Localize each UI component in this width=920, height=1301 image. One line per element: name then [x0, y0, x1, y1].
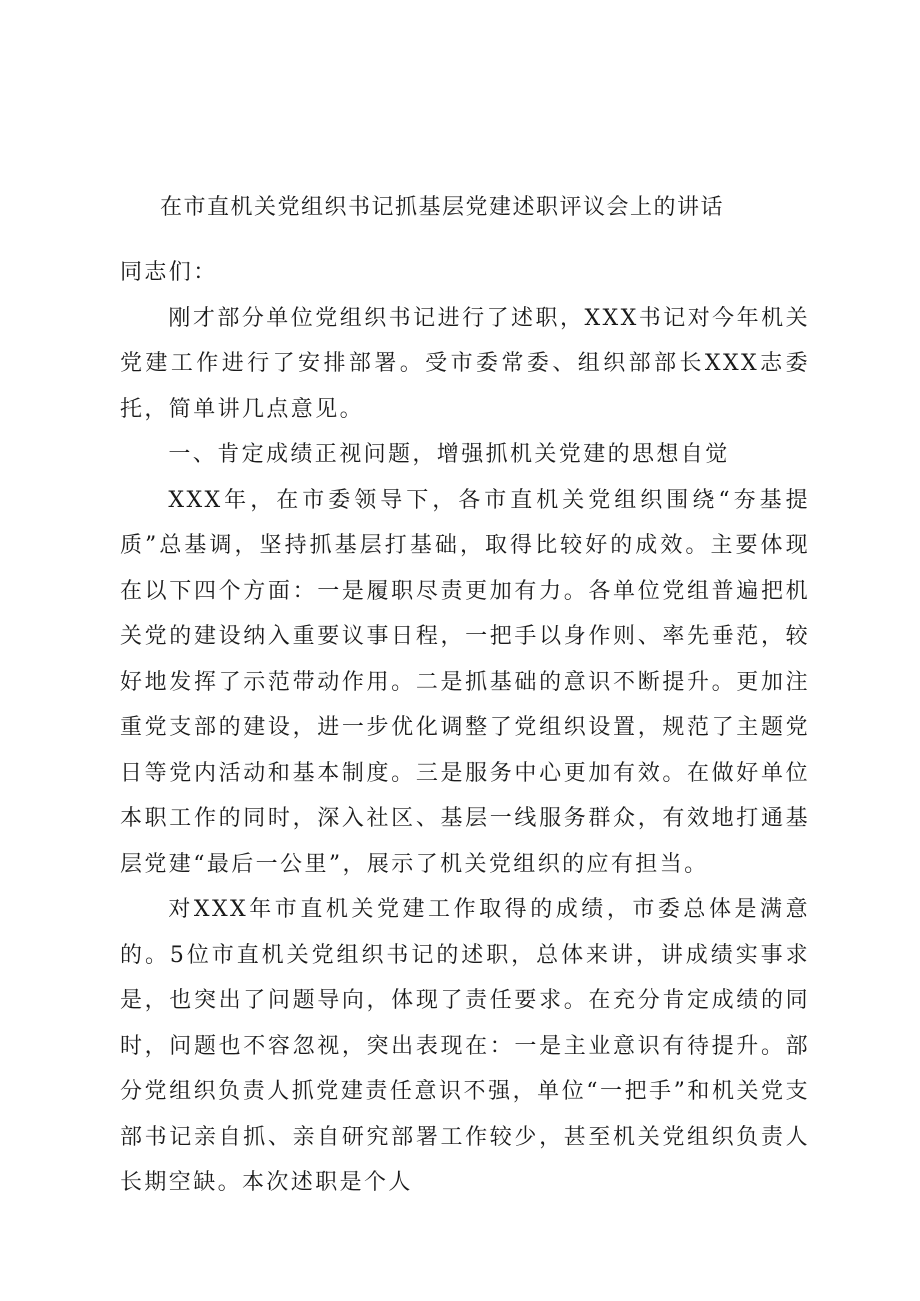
section-heading-1: 一、肯定成绩正视问题，增强抓机关党建的思想自觉: [168, 442, 730, 467]
paragraph-opening: 刚才部分单位党组织书记进行了述职，XXX书记对今年机关党建工作进行了安排部署。受市委常委、组织部部长XXX志委托，简单讲几点意见。: [120, 305, 810, 422]
document-body: [120, 250, 810, 1206]
document-title: 在市直机关党组织书记抓基层党建述职评议会上的讲话: [160, 195, 725, 220]
paragraph-problems: 对XXX年市直机关党建工作取得的成绩，市委总体是满意的。5位市直机关党组织书记的述职，总体来讲，讲成绩实事求是，也突出了问题导向，体现了责任要求。在充分肯定成绩的同时，问题也不容忽视，突出表现在：一是主业意识有待提升。部分党组织负责人抓党建责任意识不强，单位“一把手”和机关党支部书记亲自抓、亲自研究部署工作较少，甚至机关党组织负责人长期空缺。本次述职是个人: [120, 897, 810, 1195]
paragraph-achievements: XXX年，在市委领导下，各市直机关党组织围绕“夯基提质”总基调，坚持抓基层打基础，取得比较好的成效。主要体现在以下四个方面：一是履职尽责更加有力。各单位党组普遍把机关党的建设纳入重要议事日程，一把手以身作则、率先垂范，较好地发挥了示范带动作用。二是抓基础的意识不断提升。更加注重党支部的建设，进一步优化调整了党组织设置，规范了主题党日等党内活动和基本制度。三是服务中心更加有效。在做好单位本职工作的同时，深入社区、基层一线服务群众，有效地打通基层党建“最后一公里”，展示了机关党组织的应有担当。: [120, 487, 810, 877]
salutation: 同志们：: [120, 260, 218, 285]
